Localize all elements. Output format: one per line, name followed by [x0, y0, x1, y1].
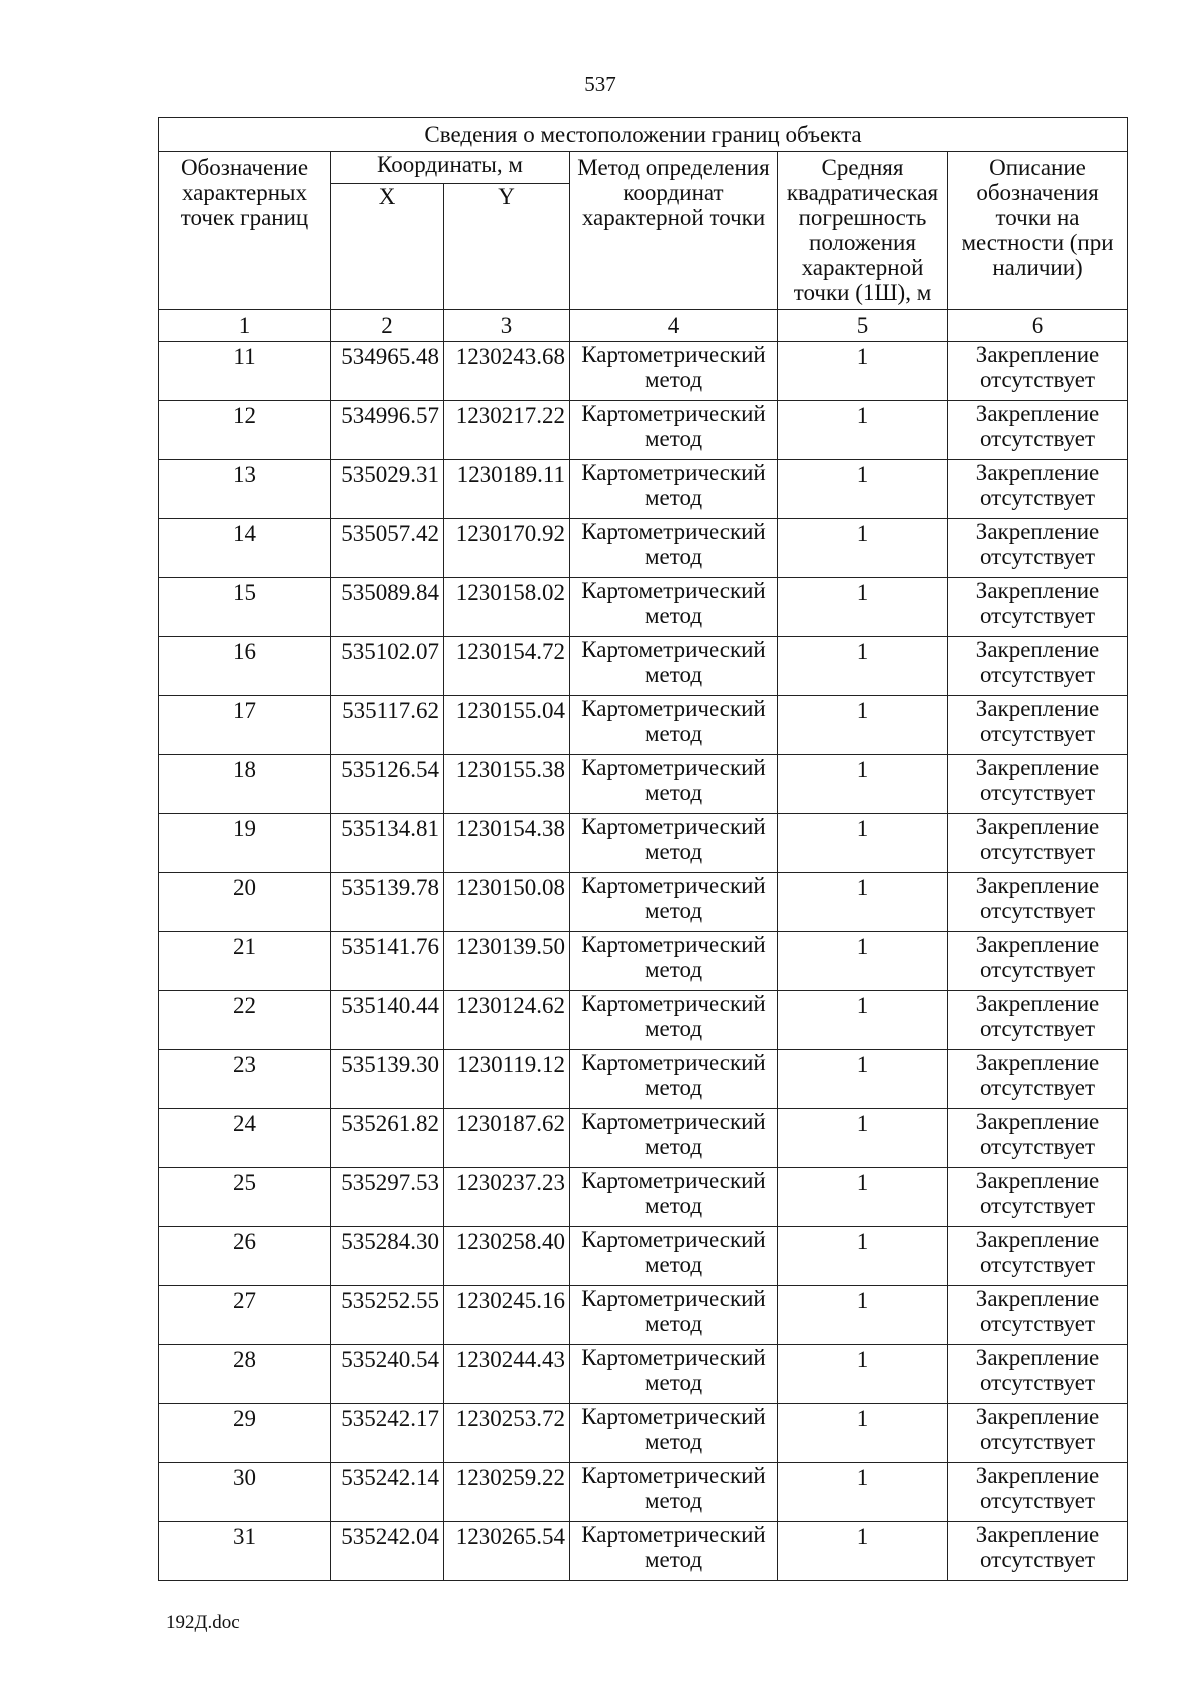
- table-row: [159, 342, 1128, 401]
- mean-error-cell: 1: [778, 755, 948, 814]
- mean-error-cell: 1: [778, 1522, 948, 1581]
- description-line: отсутствует: [979, 1193, 1096, 1218]
- description-cell: [948, 814, 1128, 873]
- description-line: отсутствует: [979, 1134, 1096, 1159]
- method-cell: [570, 873, 778, 932]
- table-row: [159, 991, 1128, 1050]
- description-cell: [948, 991, 1128, 1050]
- mean-error-cell: 1: [778, 1227, 948, 1286]
- description-cell: [948, 1109, 1128, 1168]
- x-coordinate-cell: 535139.30: [331, 1050, 444, 1109]
- x-coordinate-cell: 535242.14: [331, 1463, 444, 1522]
- table-row: [159, 932, 1128, 991]
- x-coordinate-cell: 535140.44: [331, 991, 444, 1050]
- point-id-cell: 31: [159, 1522, 331, 1581]
- method-line: Картометрический: [581, 932, 766, 957]
- page-number: 537: [584, 72, 616, 96]
- method-cell: [570, 578, 778, 637]
- table-caption: [159, 118, 1128, 152]
- description-line: отсутствует: [979, 1488, 1096, 1513]
- y-coordinate-cell: 1230244.43: [444, 1345, 570, 1404]
- boundary-coordinates-table: [158, 117, 1128, 1581]
- table-caption-text: Сведения о местоположении границ объекта: [424, 122, 862, 147]
- y-coordinate-cell: 1230217.22: [444, 401, 570, 460]
- method-cell: [570, 814, 778, 873]
- method-cell: [570, 519, 778, 578]
- table-row: [159, 637, 1128, 696]
- method-cell: [570, 1050, 778, 1109]
- method-line: метод: [644, 485, 703, 510]
- x-coordinate-cell: 535261.82: [331, 1109, 444, 1168]
- table-body: [159, 342, 1128, 1581]
- column-number: 4: [570, 310, 778, 342]
- method-line: метод: [644, 1311, 703, 1336]
- x-coordinate-cell: 535242.17: [331, 1404, 444, 1463]
- mean-error-cell: 1: [778, 1109, 948, 1168]
- table-row: [159, 1109, 1128, 1168]
- description-cell: [948, 873, 1128, 932]
- method-line: метод: [644, 1075, 703, 1100]
- method-line: Картометрический: [581, 460, 766, 485]
- x-coordinate-cell: 535252.55: [331, 1286, 444, 1345]
- method-cell: [570, 1168, 778, 1227]
- description-line: Закрепление: [975, 1522, 1100, 1547]
- y-coordinate-cell: 1230187.62: [444, 1109, 570, 1168]
- header-coordinates: Координаты, м: [331, 152, 570, 184]
- point-id-cell: 16: [159, 637, 331, 696]
- method-cell: [570, 1404, 778, 1463]
- description-line: Закрепление: [975, 932, 1100, 957]
- method-cell: [570, 637, 778, 696]
- y-coordinate-cell: 1230259.22: [444, 1463, 570, 1522]
- description-line: отсутствует: [979, 957, 1096, 982]
- mean-error-cell: 1: [778, 578, 948, 637]
- y-coordinate-cell: 1230265.54: [444, 1522, 570, 1581]
- method-line: Картометрический: [581, 1522, 766, 1547]
- description-line: Закрепление: [975, 460, 1100, 485]
- method-cell: [570, 1286, 778, 1345]
- x-coordinate-cell: 535139.78: [331, 873, 444, 932]
- method-line: Картометрический: [581, 1050, 766, 1075]
- description-line: отсутствует: [979, 721, 1096, 746]
- description-line: отсутствует: [979, 1016, 1096, 1041]
- description-cell: [948, 1404, 1128, 1463]
- y-coordinate-cell: 1230253.72: [444, 1404, 570, 1463]
- method-line: Картометрический: [581, 342, 766, 367]
- method-line: метод: [644, 1488, 703, 1513]
- x-coordinate-cell: 534965.48: [331, 342, 444, 401]
- method-cell: [570, 991, 778, 1050]
- method-line: метод: [644, 780, 703, 805]
- description-cell: [948, 1168, 1128, 1227]
- x-coordinate-cell: 534996.57: [331, 401, 444, 460]
- description-line: Закрепление: [975, 1286, 1100, 1311]
- y-coordinate-cell: 1230154.72: [444, 637, 570, 696]
- mean-error-cell: 1: [778, 1050, 948, 1109]
- method-line: Картометрический: [581, 991, 766, 1016]
- description-line: Закрепление: [975, 519, 1100, 544]
- description-line: Закрепление: [975, 1463, 1100, 1488]
- method-cell: [570, 1463, 778, 1522]
- y-coordinate-cell: 1230119.12: [444, 1050, 570, 1109]
- description-line: Закрепление: [975, 578, 1100, 603]
- mean-error-cell: 1: [778, 460, 948, 519]
- method-cell: [570, 1345, 778, 1404]
- mean-error-cell: 1: [778, 1463, 948, 1522]
- description-line: отсутствует: [979, 367, 1096, 392]
- description-cell: [948, 696, 1128, 755]
- method-line: метод: [644, 367, 703, 392]
- method-line: метод: [644, 1193, 703, 1218]
- description-cell: [948, 1522, 1128, 1581]
- method-line: метод: [644, 544, 703, 569]
- table-row: [159, 1463, 1128, 1522]
- mean-error-cell: 1: [778, 991, 948, 1050]
- point-id-cell: 13: [159, 460, 331, 519]
- method-cell: [570, 932, 778, 991]
- method-line: Картометрический: [581, 578, 766, 603]
- mean-error-cell: 1: [778, 342, 948, 401]
- point-id-cell: 25: [159, 1168, 331, 1227]
- header-description: Описание обозначения точки на местности (при наличии): [948, 152, 1128, 310]
- description-cell: [948, 1050, 1128, 1109]
- method-line: метод: [644, 603, 703, 628]
- method-line: метод: [644, 1429, 703, 1454]
- description-line: отсутствует: [979, 662, 1096, 687]
- mean-error-cell: 1: [778, 1404, 948, 1463]
- method-line: Картометрический: [581, 873, 766, 898]
- point-id-cell: 21: [159, 932, 331, 991]
- description-line: отсутствует: [979, 898, 1096, 923]
- method-line: Картометрический: [581, 696, 766, 721]
- method-line: Картометрический: [581, 1109, 766, 1134]
- x-coordinate-cell: 535134.81: [331, 814, 444, 873]
- mean-error-cell: 1: [778, 1345, 948, 1404]
- description-cell: [948, 342, 1128, 401]
- x-coordinate-cell: 535284.30: [331, 1227, 444, 1286]
- x-coordinate-cell: 535240.54: [331, 1345, 444, 1404]
- point-id-cell: 14: [159, 519, 331, 578]
- mean-error-cell: 1: [778, 1286, 948, 1345]
- point-id-cell: 19: [159, 814, 331, 873]
- point-id-cell: 23: [159, 1050, 331, 1109]
- table-row: [159, 1050, 1128, 1109]
- y-coordinate-cell: 1230237.23: [444, 1168, 570, 1227]
- description-line: отсутствует: [979, 1370, 1096, 1395]
- point-id-cell: 28: [159, 1345, 331, 1404]
- y-coordinate-cell: 1230258.40: [444, 1227, 570, 1286]
- mean-error-cell: 1: [778, 637, 948, 696]
- description-line: Закрепление: [975, 401, 1100, 426]
- method-line: метод: [644, 898, 703, 923]
- method-line: метод: [644, 1134, 703, 1159]
- description-line: Закрепление: [975, 1345, 1100, 1370]
- description-line: отсутствует: [979, 1252, 1096, 1277]
- description-line: Закрепление: [975, 1109, 1100, 1134]
- table-row: [159, 578, 1128, 637]
- description-line: Закрепление: [975, 1168, 1100, 1193]
- description-line: отсутствует: [979, 839, 1096, 864]
- column-number: 1: [159, 310, 331, 342]
- method-cell: [570, 696, 778, 755]
- point-id-cell: 27: [159, 1286, 331, 1345]
- description-line: отсутствует: [979, 780, 1096, 805]
- point-id-cell: 29: [159, 1404, 331, 1463]
- point-id-cell: 24: [159, 1109, 331, 1168]
- method-cell: [570, 342, 778, 401]
- y-coordinate-cell: 1230155.38: [444, 755, 570, 814]
- method-line: Картометрический: [581, 814, 766, 839]
- method-line: Картометрический: [581, 1345, 766, 1370]
- mean-error-cell: 1: [778, 1168, 948, 1227]
- description-cell: [948, 401, 1128, 460]
- description-cell: [948, 1463, 1128, 1522]
- y-coordinate-cell: 1230189.11: [444, 460, 570, 519]
- y-coordinate-cell: 1230158.02: [444, 578, 570, 637]
- method-line: Картометрический: [581, 1227, 766, 1252]
- description-cell: [948, 578, 1128, 637]
- column-number: 6: [948, 310, 1128, 342]
- method-line: метод: [644, 957, 703, 982]
- table-row: [159, 1345, 1128, 1404]
- table-row: [159, 519, 1128, 578]
- header-point-designation: Обозначение характерных точек границ: [159, 152, 331, 310]
- method-line: метод: [644, 1547, 703, 1572]
- method-line: Картометрический: [581, 1286, 766, 1311]
- y-coordinate-cell: 1230155.04: [444, 696, 570, 755]
- method-line: Картометрический: [581, 755, 766, 780]
- table-row: [159, 1404, 1128, 1463]
- method-line: метод: [644, 1370, 703, 1395]
- x-coordinate-cell: 535297.53: [331, 1168, 444, 1227]
- method-line: метод: [644, 426, 703, 451]
- method-line: метод: [644, 839, 703, 864]
- description-line: отсутствует: [979, 603, 1096, 628]
- y-coordinate-cell: 1230170.92: [444, 519, 570, 578]
- mean-error-cell: 1: [778, 519, 948, 578]
- method-line: Картометрический: [581, 401, 766, 426]
- y-coordinate-cell: 1230150.08: [444, 873, 570, 932]
- y-coordinate-cell: 1230124.62: [444, 991, 570, 1050]
- point-id-cell: 22: [159, 991, 331, 1050]
- method-cell: [570, 1227, 778, 1286]
- mean-error-cell: 1: [778, 873, 948, 932]
- method-cell: [570, 401, 778, 460]
- method-line: Картометрический: [581, 519, 766, 544]
- method-cell: [570, 755, 778, 814]
- mean-error-cell: 1: [778, 932, 948, 991]
- table-row: [159, 401, 1128, 460]
- description-line: Закрепление: [975, 637, 1100, 662]
- method-line: Картометрический: [581, 1404, 766, 1429]
- header-y: Y: [444, 184, 570, 310]
- mean-error-cell: 1: [778, 696, 948, 755]
- header-mean-error: Средняя квадратическая погрешность положения характерной точки (1Ш), м: [778, 152, 948, 310]
- method-line: метод: [644, 662, 703, 687]
- x-coordinate-cell: 535141.76: [331, 932, 444, 991]
- description-line: отсутствует: [979, 1075, 1096, 1100]
- point-id-cell: 18: [159, 755, 331, 814]
- table-row: [159, 1286, 1128, 1345]
- description-line: Закрепление: [975, 696, 1100, 721]
- description-line: Закрепление: [975, 991, 1100, 1016]
- y-coordinate-cell: 1230243.68: [444, 342, 570, 401]
- y-coordinate-cell: 1230154.38: [444, 814, 570, 873]
- table-row: [159, 814, 1128, 873]
- method-line: метод: [644, 1016, 703, 1041]
- column-number: 3: [444, 310, 570, 342]
- method-line: Картометрический: [581, 1168, 766, 1193]
- point-id-cell: 26: [159, 1227, 331, 1286]
- description-line: Закрепление: [975, 1404, 1100, 1429]
- description-line: Закрепление: [975, 1227, 1100, 1252]
- point-id-cell: 17: [159, 696, 331, 755]
- method-line: метод: [644, 721, 703, 746]
- point-id-cell: 11: [159, 342, 331, 401]
- column-number: 5: [778, 310, 948, 342]
- method-line: Картометрический: [581, 637, 766, 662]
- description-cell: [948, 755, 1128, 814]
- description-cell: [948, 1227, 1128, 1286]
- method-cell: [570, 460, 778, 519]
- mean-error-cell: 1: [778, 401, 948, 460]
- method-cell: [570, 1109, 778, 1168]
- y-coordinate-cell: 1230245.16: [444, 1286, 570, 1345]
- column-number: 2: [331, 310, 444, 342]
- description-line: отсутствует: [979, 1547, 1096, 1572]
- table-row: [159, 696, 1128, 755]
- column-numbers-row: [159, 310, 1128, 342]
- table-row: [159, 755, 1128, 814]
- method-line: Картометрический: [581, 1463, 766, 1488]
- table-row: [159, 1522, 1128, 1581]
- x-coordinate-cell: 535102.07: [331, 637, 444, 696]
- point-id-cell: 20: [159, 873, 331, 932]
- x-coordinate-cell: 535117.62: [331, 696, 444, 755]
- footer-filename: 192Д.doc: [166, 1612, 240, 1633]
- description-line: отсутствует: [979, 485, 1096, 510]
- table-row: [159, 1168, 1128, 1227]
- description-line: отсутствует: [979, 544, 1096, 569]
- x-coordinate-cell: 535057.42: [331, 519, 444, 578]
- description-line: Закрепление: [975, 814, 1100, 839]
- description-cell: [948, 460, 1128, 519]
- x-coordinate-cell: 535089.84: [331, 578, 444, 637]
- description-line: отсутствует: [979, 426, 1096, 451]
- mean-error-cell: 1: [778, 814, 948, 873]
- description-cell: [948, 519, 1128, 578]
- y-coordinate-cell: 1230139.50: [444, 932, 570, 991]
- description-cell: [948, 932, 1128, 991]
- description-line: Закрепление: [975, 873, 1100, 898]
- description-cell: [948, 1286, 1128, 1345]
- point-id-cell: 12: [159, 401, 331, 460]
- description-line: отсутствует: [979, 1311, 1096, 1336]
- point-id-cell: 15: [159, 578, 331, 637]
- table-row: [159, 460, 1128, 519]
- x-coordinate-cell: 535242.04: [331, 1522, 444, 1581]
- x-coordinate-cell: 535029.31: [331, 460, 444, 519]
- description-line: Закрепление: [975, 755, 1100, 780]
- description-line: отсутствует: [979, 1429, 1096, 1454]
- method-cell: [570, 1522, 778, 1581]
- table-row: [159, 873, 1128, 932]
- table-row: [159, 1227, 1128, 1286]
- description-cell: [948, 637, 1128, 696]
- header-method: Метод определения координат характерной точки: [570, 152, 778, 310]
- description-line: Закрепление: [975, 342, 1100, 367]
- description-line: Закрепление: [975, 1050, 1100, 1075]
- description-cell: [948, 1345, 1128, 1404]
- point-id-cell: 30: [159, 1463, 331, 1522]
- x-coordinate-cell: 535126.54: [331, 755, 444, 814]
- header-x: X: [331, 184, 444, 310]
- method-line: метод: [644, 1252, 703, 1277]
